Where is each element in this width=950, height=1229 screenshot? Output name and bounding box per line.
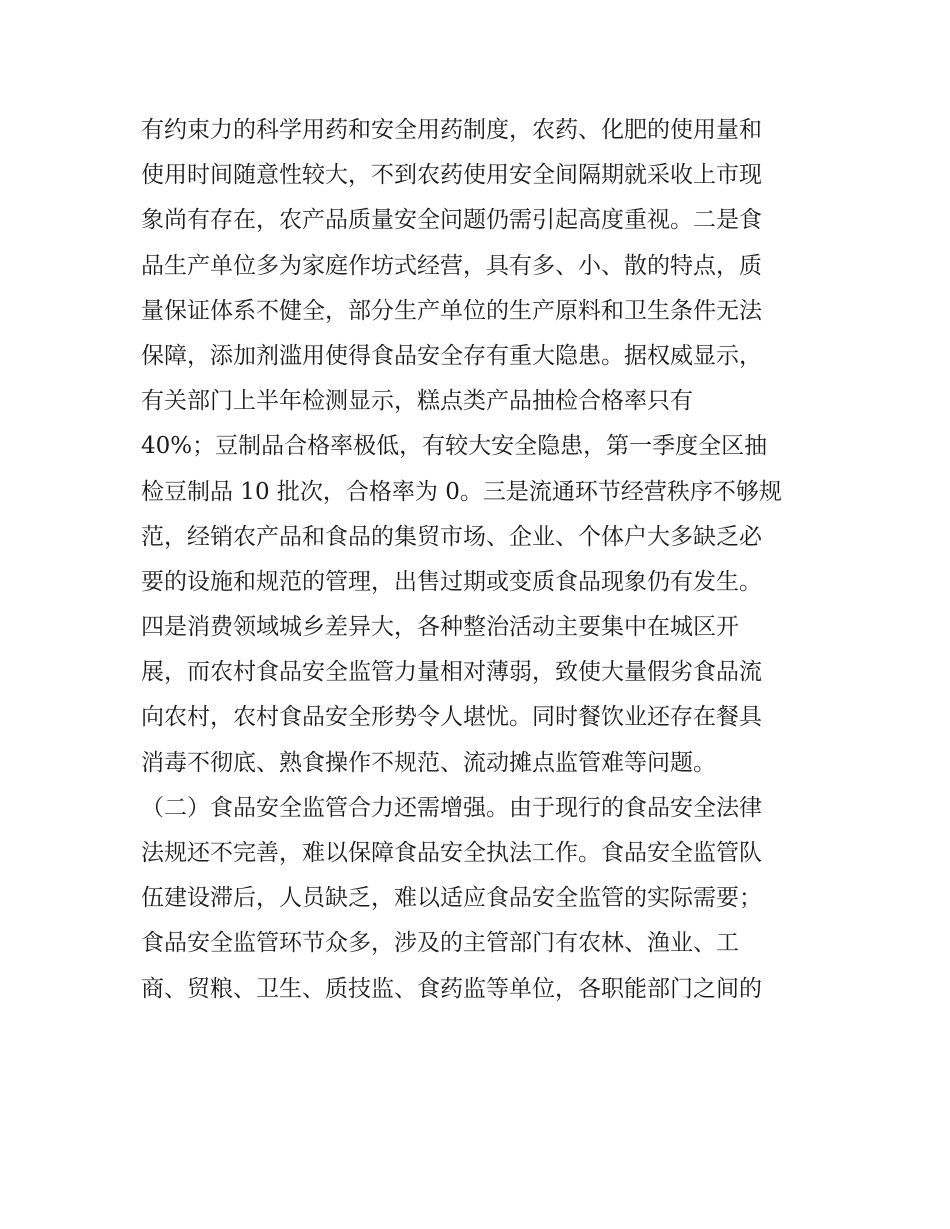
text-line-4: 品生产单位多为家庭作坊式经营，具有多、小、散的特点，质 — [141, 252, 762, 279]
text-line-3: 象尚有存在，农产品质量安全问题仍需引起高度重视。二是食 — [141, 207, 762, 234]
text-line-10: 范，经销农产品和食品的集贸市场、企业、个体户大多缺乏必 — [141, 523, 762, 550]
text-line-13: 展，而农村食品安全监管力量相对薄弱，致使大量假劣食品流 — [141, 659, 762, 686]
text-line-7: 有关部门上半年检测显示，糕点类产品抽检合格率只有 — [141, 388, 693, 415]
text-line-19: 食品安全监管环节众多，涉及的主管部门有农林、渔业、工 — [141, 930, 739, 957]
text-line-15: 消毒不彻底、熟食操作不规范、流动摊点监管难等问题。 — [141, 749, 716, 776]
body-text — [141, 108, 816, 1012]
text-line-12: 四是消费领域城乡差异大，各种整治活动主要集中在城区开 — [141, 614, 739, 641]
text-line-17: 法规还不完善，难以保障食品安全执法工作。食品安全监管队 — [141, 840, 762, 866]
section-heading-line: （二）食品安全监管合力还需增强。由于现行的食品安全法律 — [141, 794, 762, 821]
text-line-11: 要的设施和规范的管理，出售过期或变质食品现象仍有发生。 — [141, 568, 762, 595]
text-line-20: 商、贸粮、卫生、质技监、食药监等单位，各职能部门之间的 — [141, 975, 762, 1002]
text-line-8: 40%；豆制品合格率极低，有较大安全隐患，第一季度全区抽 — [141, 433, 768, 460]
text-line-18: 伍建设滞后，人员缺乏，难以适应食品安全监管的实际需要； — [141, 885, 762, 912]
text-line-5: 量保证体系不健全，部分生产单位的生产原料和卫生条件无法 — [141, 297, 762, 324]
text-line-1: 有约束力的科学用药和安全用药制度，农药、化肥的使用量和 — [141, 117, 762, 143]
text-line-2: 使用时间随意性较大，不到农药使用安全间隔期就采收上市现 — [141, 162, 762, 189]
text-line-9: 检豆制品 10 批次，合格率为 0。三是流通环节经营秩序不够规 — [141, 478, 782, 505]
text-line-14: 向农村，农村食品安全形势令人堪忧。同时餐饮业还存在餐具 — [141, 704, 762, 731]
text-line-6: 保障，添加剂滥用使得食品安全存有重大隐患。据权威显示， — [141, 342, 762, 369]
